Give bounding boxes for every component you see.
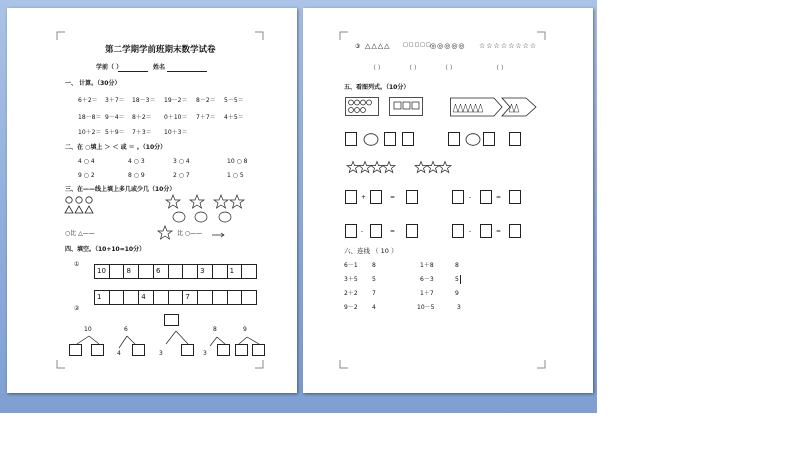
section-6-heading: 六、连线 （ 10 ） xyxy=(344,247,398,255)
compare-item: 1 ○ 5 xyxy=(227,172,244,179)
answer-box[interactable] xyxy=(452,190,464,204)
calc-item: 19－2＝ xyxy=(164,97,188,104)
compare-circles-triangles: ○比 △—— xyxy=(65,230,95,237)
picture-triangles-arrow-icon xyxy=(450,96,542,118)
answer-box[interactable] xyxy=(406,190,418,204)
match-right-answer: 5 xyxy=(455,276,459,283)
calc-item: 8－2＝ xyxy=(196,97,216,104)
compare-item: 4 ○ 3 xyxy=(128,158,145,165)
calc-item: 18－3＝ xyxy=(132,97,156,104)
answer-box[interactable] xyxy=(402,132,414,146)
strip-cell[interactable]: 10 xyxy=(95,265,110,278)
match-right-expression: 6－3 xyxy=(420,276,434,283)
tree-top-number: 9 xyxy=(243,326,247,333)
match-left-expression: 2＋2 xyxy=(344,290,358,297)
section-5-heading: 五、看图列式。（10分） xyxy=(344,84,410,91)
answer-box[interactable] xyxy=(406,224,418,238)
answer-box[interactable] xyxy=(483,132,495,146)
class-label: 学前（ ） xyxy=(96,64,123,71)
strip-cell[interactable]: 7 xyxy=(183,291,198,304)
answer-box[interactable] xyxy=(345,132,357,146)
crop-mark-bottom-left xyxy=(340,360,348,368)
answer-box[interactable] xyxy=(384,132,396,146)
strip-cell[interactable]: 1 xyxy=(228,265,243,278)
compare-item: 2 ○ 7 xyxy=(173,172,190,179)
match-right-answer: 8 xyxy=(455,262,459,269)
match-right-expression: 1＋7 xyxy=(420,290,434,297)
picture-squares-in-box-icon xyxy=(389,97,423,117)
section-4-heading: 四、填空。（10+10=10分） xyxy=(65,246,146,253)
exam-page-2 xyxy=(303,8,593,393)
strip-cell[interactable]: 1 xyxy=(95,291,110,304)
match-left-answer: 7 xyxy=(372,290,376,297)
crop-mark-bottom-right xyxy=(537,360,545,368)
calc-item: 9－4＝ xyxy=(105,114,125,121)
calc-item: 8＋2＝ xyxy=(132,114,152,121)
equals-sign: = xyxy=(496,228,502,235)
calc-item: 4＋5＝ xyxy=(224,114,244,121)
calc-item: 10＋2＝ xyxy=(78,129,102,136)
answer-box[interactable] xyxy=(252,344,265,356)
text-cursor xyxy=(460,275,461,284)
answer-box[interactable] xyxy=(132,344,145,356)
match-right-expression: 1＋8 xyxy=(420,262,434,269)
exam-page-1 xyxy=(7,8,297,393)
plus-sign: + xyxy=(361,194,367,201)
calc-item: 18－8＝ xyxy=(78,114,102,121)
compare-item: 3 ○ 4 xyxy=(173,158,190,165)
calc-item: 5＋9＝ xyxy=(105,129,125,136)
answer-box[interactable] xyxy=(480,190,492,204)
circle-group: ◎◎◎◎◎ xyxy=(430,42,466,50)
compare-item: 10 ○ 8 xyxy=(227,158,248,165)
equals-sign: = xyxy=(390,194,396,201)
tree-top-number: 6 xyxy=(124,326,128,333)
compare-item: 8 ○ 9 xyxy=(128,172,145,179)
answer-paren: （ ） xyxy=(406,65,420,72)
calc-item: 7＋7＝ xyxy=(196,114,216,121)
calc-item: 6＋2＝ xyxy=(78,97,98,104)
match-right-expression: 10－5 xyxy=(417,304,435,311)
answer-box[interactable] xyxy=(181,344,194,356)
answer-box[interactable] xyxy=(69,344,82,356)
circle-icon xyxy=(465,133,481,146)
match-left-expression: 6－1 xyxy=(344,262,358,269)
item-number-3: ③ xyxy=(355,43,361,50)
name-label: 姓名 xyxy=(153,64,166,71)
square-group: □□□□□ xyxy=(403,42,432,48)
answer-box[interactable] xyxy=(452,224,464,238)
equals-sign: = xyxy=(496,194,502,201)
answer-box[interactable] xyxy=(370,224,382,238)
answer-box[interactable] xyxy=(509,132,521,146)
number-tree-lines xyxy=(7,8,297,393)
compare-item: 4 ○ 4 xyxy=(78,158,95,165)
answer-box[interactable] xyxy=(217,344,230,356)
tree-top-number: 8 xyxy=(213,326,217,333)
tree-top-number: 10 xyxy=(84,326,92,333)
answer-box[interactable] xyxy=(509,190,521,204)
star-group: ☆☆☆☆☆☆☆☆ xyxy=(479,42,538,50)
minus-sign: - xyxy=(469,228,472,235)
strip-cell[interactable]: 8 xyxy=(124,265,139,278)
strip-cell[interactable]: 4 xyxy=(139,291,154,304)
match-left-expression: 9－2 xyxy=(344,304,358,311)
match-left-answer: 5 xyxy=(372,276,376,283)
tree-bottom-number: 3 xyxy=(203,350,207,357)
item-number-2: ② xyxy=(74,305,80,312)
star-row-icon xyxy=(347,161,467,175)
triangle-group: △△△△ xyxy=(365,42,391,50)
match-right-answer: 9 xyxy=(455,290,459,297)
strip-cell[interactable]: 3 xyxy=(198,265,213,278)
match-left-answer: 4 xyxy=(372,304,376,311)
crop-mark-top-right xyxy=(537,32,545,40)
compare-stars-circles: 比 ○—— xyxy=(177,230,203,237)
exam-title: 第二学期学前班期末数学试卷 xyxy=(105,45,216,55)
answer-box[interactable] xyxy=(164,314,179,326)
answer-box[interactable] xyxy=(235,344,248,356)
answer-paren: （ ） xyxy=(370,65,384,72)
section-3-heading: 三、在——线上填上多几或少几（10分） xyxy=(65,186,176,193)
answer-paren: （ ） xyxy=(442,65,456,72)
calc-item: 0＋10＝ xyxy=(164,114,188,121)
answer-box[interactable] xyxy=(91,344,104,356)
match-right-answer: 3 xyxy=(457,304,461,311)
answer-paren: （ ） xyxy=(493,65,507,72)
answer-box[interactable] xyxy=(480,224,492,238)
answer-box[interactable] xyxy=(448,132,460,146)
answer-box[interactable] xyxy=(370,190,382,204)
equals-sign: = xyxy=(390,228,396,235)
item-number-1: ① xyxy=(74,261,80,268)
calc-item: 7＋3＝ xyxy=(132,129,152,136)
section-2-heading: 二、在 ○填上 ＞ ＜ 或 ＝ 。（10分） xyxy=(65,144,167,151)
tree-bottom-number: 3 xyxy=(159,350,163,357)
tree-bottom-number: 4 xyxy=(117,350,121,357)
answer-box[interactable] xyxy=(345,224,357,238)
picture-circles-in-box-icon xyxy=(345,97,379,117)
match-left-expression: 3＋5 xyxy=(344,276,358,283)
answer-box[interactable] xyxy=(509,224,521,238)
circle-icon xyxy=(363,133,379,146)
minus-sign: - xyxy=(361,228,364,235)
crop-mark-top-left xyxy=(340,32,348,40)
match-left-answer: 8 xyxy=(372,262,376,269)
minus-sign: - xyxy=(469,194,472,201)
section-1-heading: 一、 计算。（30分） xyxy=(65,80,121,87)
calc-item: 10＋3＝ xyxy=(164,129,188,136)
calc-item: 5－5＝ xyxy=(224,97,244,104)
answer-box[interactable] xyxy=(345,190,357,204)
strip-cell[interactable]: 6 xyxy=(154,265,169,278)
compare-item: 9 ○ 2 xyxy=(78,172,95,179)
calc-item: 3＋7＝ xyxy=(105,97,125,104)
